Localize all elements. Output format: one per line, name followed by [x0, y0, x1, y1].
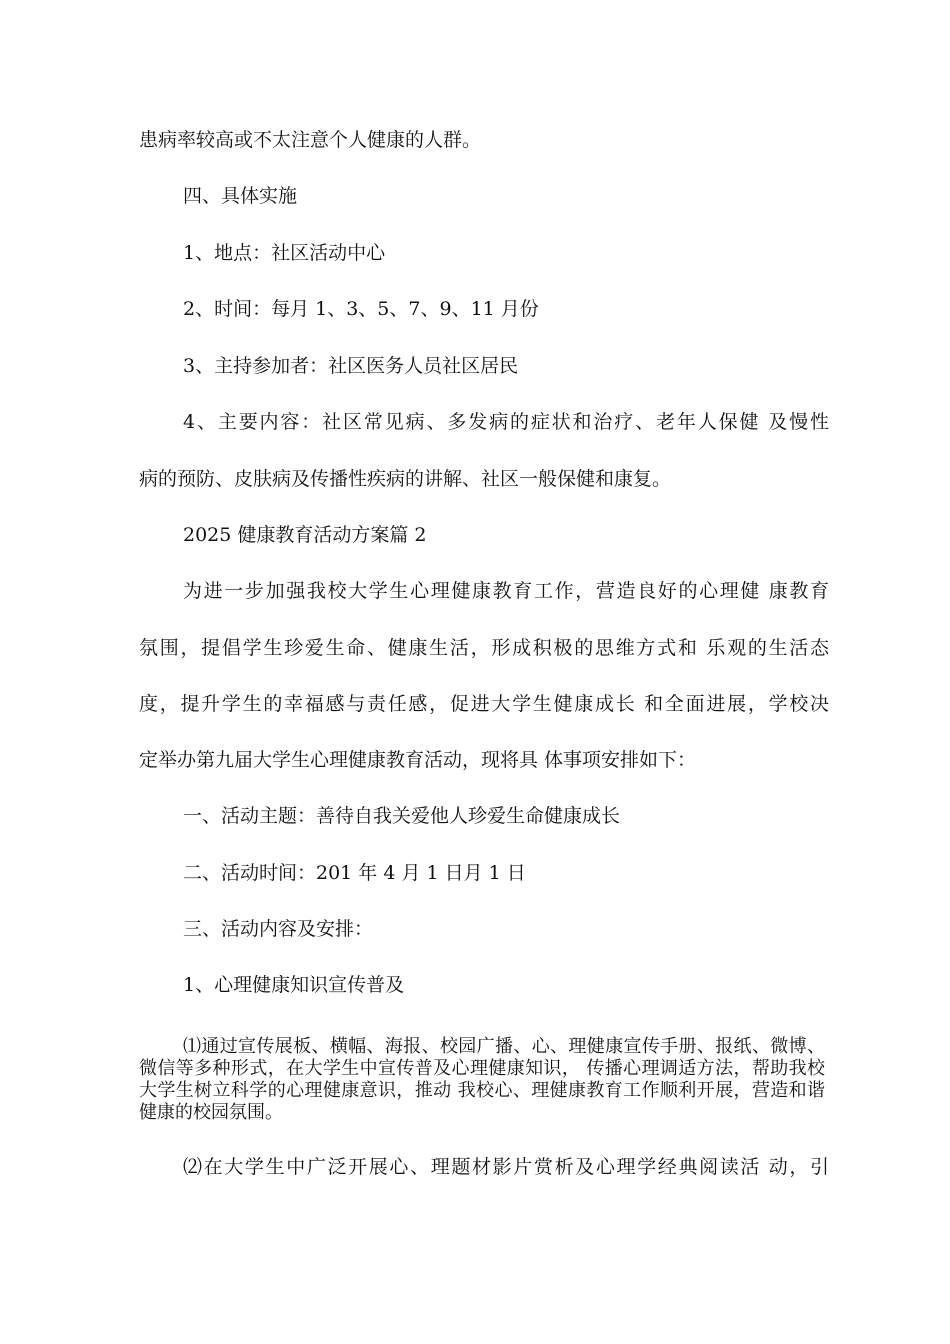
- intro-line-2: 氛围，提倡学生珍爱生命、健康生活，形成积极的思维方式和 乐观的生活态: [139, 637, 829, 659]
- plan-title: 2025 健康教育活动方案篇 2: [183, 524, 427, 546]
- item-participants: 3、主持参加者：社区医务人员社区居民: [183, 355, 519, 377]
- item-location: 1、地点：社区活动中心: [183, 242, 386, 264]
- intro-line-4: 定举办第九届大学生心理健康教育活动，现将具 体事项安排如下：: [139, 749, 697, 771]
- activity-time: 二、活动时间：201 年 4 月 1 日月 1 日: [183, 862, 526, 884]
- paragraph-promotion-methods: ⑴通过宣传展板、横幅、海报、校园广播、心、理健康宣传手册、报纸、微博、微信等多种形式，在大学生中宣传普及心理健康知识， 传播心理调适方法，帮助我校大学生树立科学的心理健康意识，推动 我校心、理健康教育工作顺利开展，营造和谐健康的校园氛围。: [139, 1036, 825, 1123]
- item-content-line-1: 4、主要内容：社区常见病、多发病的症状和治疗、老年人保健 及慢性: [183, 411, 829, 433]
- paragraph-activities-line-1: ⑵在大学生中广泛开展心、理题材影片赏析及心理学经典阅读活 动，引: [183, 1156, 829, 1178]
- activity-content-heading: 三、活动内容及安排：: [183, 918, 374, 940]
- intro-line-3: 度，提升学生的幸福感与责任感，促进大学生健康成长 和全面进展，学校决: [139, 693, 829, 715]
- section-heading-implementation: 四、具体实施: [183, 185, 298, 207]
- text-line-1: 患病率较高或不太注意个人健康的人群。: [139, 129, 482, 151]
- knowledge-promotion-heading: 1、心理健康知识宣传普及: [183, 974, 405, 996]
- activity-theme: 一、活动主题：善待自我关爱他人珍爱生命健康成长: [183, 805, 621, 827]
- item-time: 2、时间：每月 1、3、5、7、9、11 月份: [183, 298, 539, 320]
- item-content-line-2: 病的预防、皮肤病及传播性疾病的讲解、社区一般保健和康复。: [139, 468, 672, 490]
- intro-line-1: 为进一步加强我校大学生心理健康教育工作，营造良好的心理健 康教育: [183, 580, 829, 602]
